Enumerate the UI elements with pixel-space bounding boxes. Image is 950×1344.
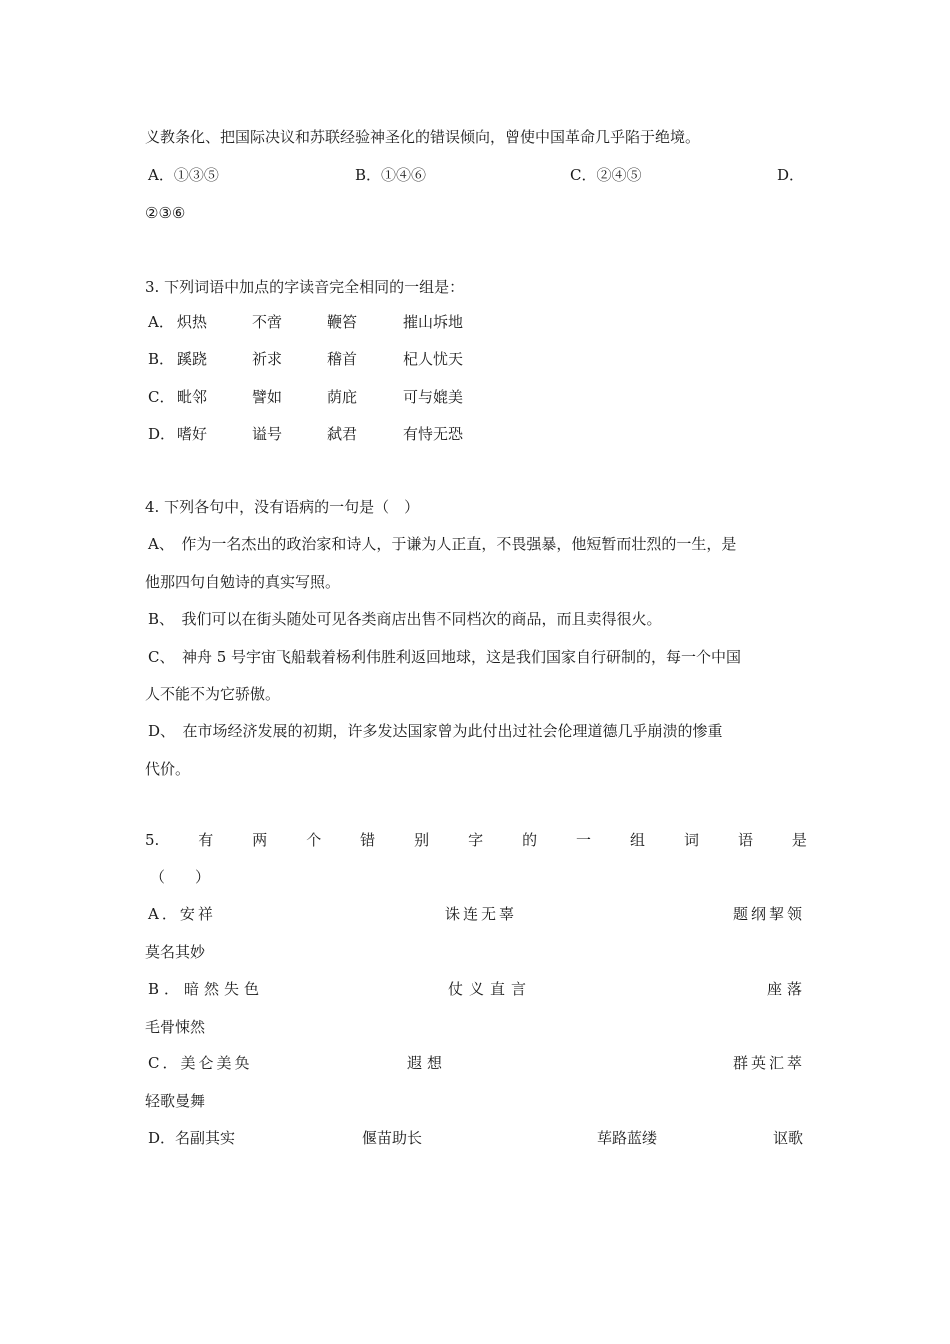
stem-char: 的	[522, 831, 538, 849]
word: 稽首	[327, 350, 358, 368]
word: 毗邻	[177, 388, 208, 406]
stem-char: 5.	[145, 831, 160, 849]
word: 摧山坼地	[403, 313, 464, 331]
stem-char: 字	[468, 831, 484, 849]
word: 可与媲美	[403, 388, 464, 406]
q5-answer-paren: （ ）	[150, 868, 211, 886]
option-d-word1: D．名副其实	[148, 1129, 236, 1147]
q5-option-c	[145, 1053, 807, 1073]
q2-option-d: D．	[777, 166, 805, 184]
option-c-word3: 群英汇萃	[733, 1054, 806, 1072]
word: 杞人忧天	[403, 350, 464, 368]
stem-char: 语	[737, 831, 753, 849]
word: 弑君	[327, 425, 358, 443]
word: 不啻	[252, 313, 283, 331]
q2-option-a: A．①③⑤	[148, 166, 219, 184]
option-label: C．	[148, 388, 175, 406]
word: 蹊跷	[177, 350, 208, 368]
q4-option-b: B、 我们可以在街头随处可见各类商店出售不同档次的商品，而且卖得很火。	[148, 610, 662, 628]
option-c-word1: C．美仑美奂	[148, 1054, 253, 1072]
q4-option-d-line2: 代价。	[145, 760, 191, 778]
q5-stem	[145, 830, 807, 850]
word: 嗜好	[177, 425, 208, 443]
option-a-word1: A．安祥	[148, 905, 216, 923]
word: 祈求	[252, 350, 283, 368]
option-a-word3: 题纲挈领	[733, 905, 806, 923]
q2-options	[145, 165, 807, 185]
option-label: B．	[148, 350, 175, 368]
word: 譬如	[252, 388, 283, 406]
q4-stem: 4. 下列各句中，没有语病的一句是（ ）	[145, 498, 420, 516]
option-b-word1: B．暗然失色	[148, 980, 265, 998]
stem-char: 个	[306, 831, 322, 849]
word: 有恃无恐	[403, 425, 464, 443]
q2-continuation: 义教条化、把国际决议和苏联经验神圣化的错误倾向，曾使中国革命几乎陷于绝境。	[145, 128, 701, 146]
q5-option-a-wrap: 莫名其妙	[145, 943, 206, 961]
option-label: D．	[148, 425, 176, 443]
stem-char: 错	[360, 831, 376, 849]
q5-option-b	[145, 979, 807, 999]
q4-option-d-line1: D、 在市场经济发展的初期，许多发达国家曾为此付出过社会伦理道德几乎崩溃的惨重	[148, 722, 723, 740]
q5-option-b-wrap: 毛骨悚然	[145, 1018, 206, 1036]
q4-option-a-line1: A、 作为一名杰出的政治家和诗人，于谦为人正直，不畏强暴，他短暂而壮烈的一生，是	[148, 535, 737, 553]
q5-option-a	[145, 904, 807, 924]
word: 鞭笞	[327, 313, 358, 331]
q3-option-d	[145, 424, 807, 444]
word: 炽热	[177, 313, 208, 331]
stem-char: 一	[576, 831, 592, 849]
q2-option-b: B．①④⑥	[355, 166, 427, 184]
stem-char: 组	[630, 831, 646, 849]
q2-option-d-wrap: ②③⑥	[145, 204, 186, 222]
option-c-word2: 遐想	[407, 1054, 448, 1072]
q3-option-c	[145, 387, 807, 407]
q3-option-a	[145, 312, 807, 332]
q5-option-d	[145, 1128, 807, 1148]
word: 荫庇	[327, 388, 358, 406]
q5-option-c-wrap: 轻歌曼舞	[145, 1092, 206, 1110]
stem-char: 词	[683, 831, 699, 849]
q3-stem: 3. 下列词语中加点的字读音完全相同的一组是：	[145, 278, 465, 296]
stem-char: 两	[252, 831, 268, 849]
option-d-word3: 荜路蓝缕	[597, 1129, 658, 1147]
option-a-word2: 诛连无辜	[445, 905, 518, 923]
stem-char: 有	[198, 831, 214, 849]
option-d-word2: 偃苗助长	[362, 1129, 423, 1147]
q3-option-b	[145, 349, 807, 369]
q4-option-c-line2: 人不能不为它骄傲。	[145, 685, 281, 703]
q4-option-a-line2: 他那四句自勉诗的真实写照。	[145, 573, 341, 591]
option-label: A．	[148, 313, 174, 331]
stem-char: 别	[414, 831, 430, 849]
q2-option-c: C．②④⑤	[570, 166, 642, 184]
q4-option-c-line1: C、 神舟 5 号宇宙飞船载着杨利伟胜利返回地球，这是我们国家自行研制的，每一个中国	[148, 648, 742, 666]
word: 谥号	[252, 425, 283, 443]
option-b-word2: 仗义直言	[448, 980, 533, 998]
option-b-word3: 座落	[767, 980, 808, 998]
stem-char: 是	[791, 831, 807, 849]
option-d-word4: 讴歌	[773, 1129, 804, 1147]
